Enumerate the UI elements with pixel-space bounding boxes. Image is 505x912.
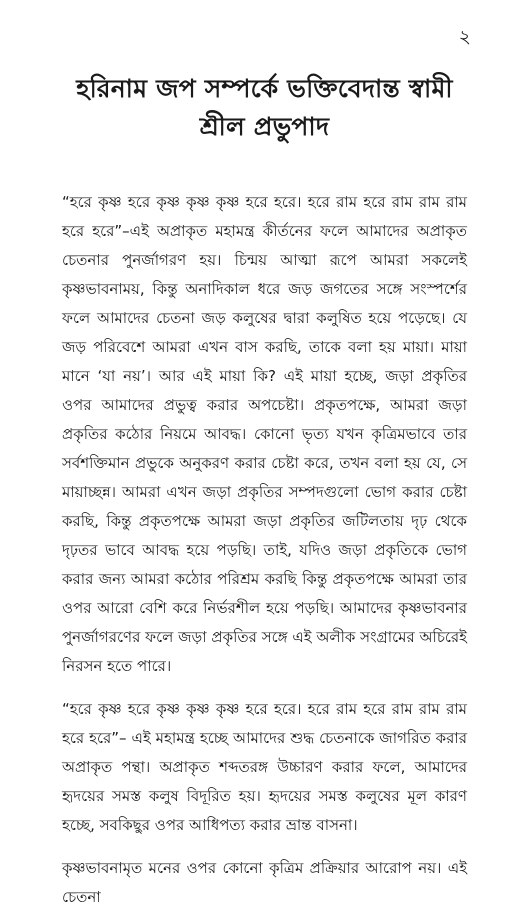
body-text	[62, 188, 467, 912]
paragraph-3: কৃষ্ণভাবনামৃত মনের ওপর কোনো কৃত্রিম প্রক্রিয়ার আরোপ নয়। এই চেতনা	[62, 859, 467, 906]
title-line-1: হরিনাম জপ সম্পর্কে ভক্তিবেদান্ত স্বামী	[76, 74, 453, 103]
paragraph-1: “হরে কৃষ্ণ হরে কৃষ্ণ কৃষ্ণ কৃষ্ণ হরে হরে। হরে রাম হরে রাম রাম রাম হরে হরে”–এই অপ্রাকৃত মহামন্ত্র কীর্তনের ফলে আমাদের অপ্রাকৃত চেতনার পুনর্জাগরণ হয়। চিন্ময় আত্মা রূপে আমরা সকলেই কৃষ্ণভাবনাময়, কিন্তু অনাদিকাল ধরে জড় জগতের সঙ্গে সংস্পর্শের ফলে আমাদের চেতনা জড় কলুষের দ্বারা কলুষিত হয়ে পড়েছে। যে জড় পরিবেশে আমরা এখন বাস করছি, তাকে বলা হয় মায়া। মায়া মানে ‘যা নয়’। আর এই মায়া কি? এই মায়া হচ্ছে, জড়া প্রকৃতির ওপর আমাদের প্রভুত্ব করার অপচেষ্টা। প্রকৃতপক্ষে, আমরা জড়া প্রকৃতির কঠোর নিয়মে আবদ্ধ। কোনো ভৃত্য যখন কৃত্রিমভাবে তার সর্বশক্তিমান প্রভুকে অনুকরণ করার চেষ্টা করে, তখন বলা হয় যে, সে মায়াচ্ছন্ন। আমরা এখন জড়া প্রকৃতির সম্পদগুলো ভোগ করার চেষ্টা করছি, কিন্তু প্রকৃতপক্ষে আমরা জড়া প্রকৃতির জটিলতায় দৃঢ় থেকে দৃঢ়তর ভাবে আবদ্ধ হয়ে পড়ছি। তাই, যদিও জড়া প্রকৃতিকে ভোগ করার জন্য আমরা কঠোর পরিশ্রম করছি কিন্তু প্রকৃতপক্ষে আমরা তার ওপর আরো বেশি করে নির্ভরশীল হয়ে পড়ছি। আমাদের কৃষ্ণভাবনার পুনর্জাগরণের ফলে জড়া প্রকৃতির সঙ্গে এই অলীক সংগ্রামের অচিরেই নিরসন হতে পারে।	[62, 193, 467, 675]
paragraph-2: “হরে কৃষ্ণ হরে কৃষ্ণ কৃষ্ণ কৃষ্ণ হরে হরে। হরে রাম হরে রাম রাম রাম হরে হরে”– এই মহামন্ত্র হচ্ছে আমাদের শুদ্ধ চেতনাকে জাগরিত করার অপ্রাকৃত পন্থা। অপ্রাকৃত শব্দতরঙ্গ উচ্চারণ করার ফলে, আমাদের হৃদয়ের সমস্ত কলুষ বিদূরিত হয়। হৃদয়ের সমস্ত কলুষের মূল কারণ হচ্ছে, সবকিছুর ওপর আধিপত্য করার ভ্রান্ত বাসনা।	[62, 700, 467, 834]
page-number: ২	[458, 26, 471, 48]
page-title	[62, 0, 467, 146]
title-line-2: শ্রীল প্রভুপাদ	[199, 112, 330, 141]
